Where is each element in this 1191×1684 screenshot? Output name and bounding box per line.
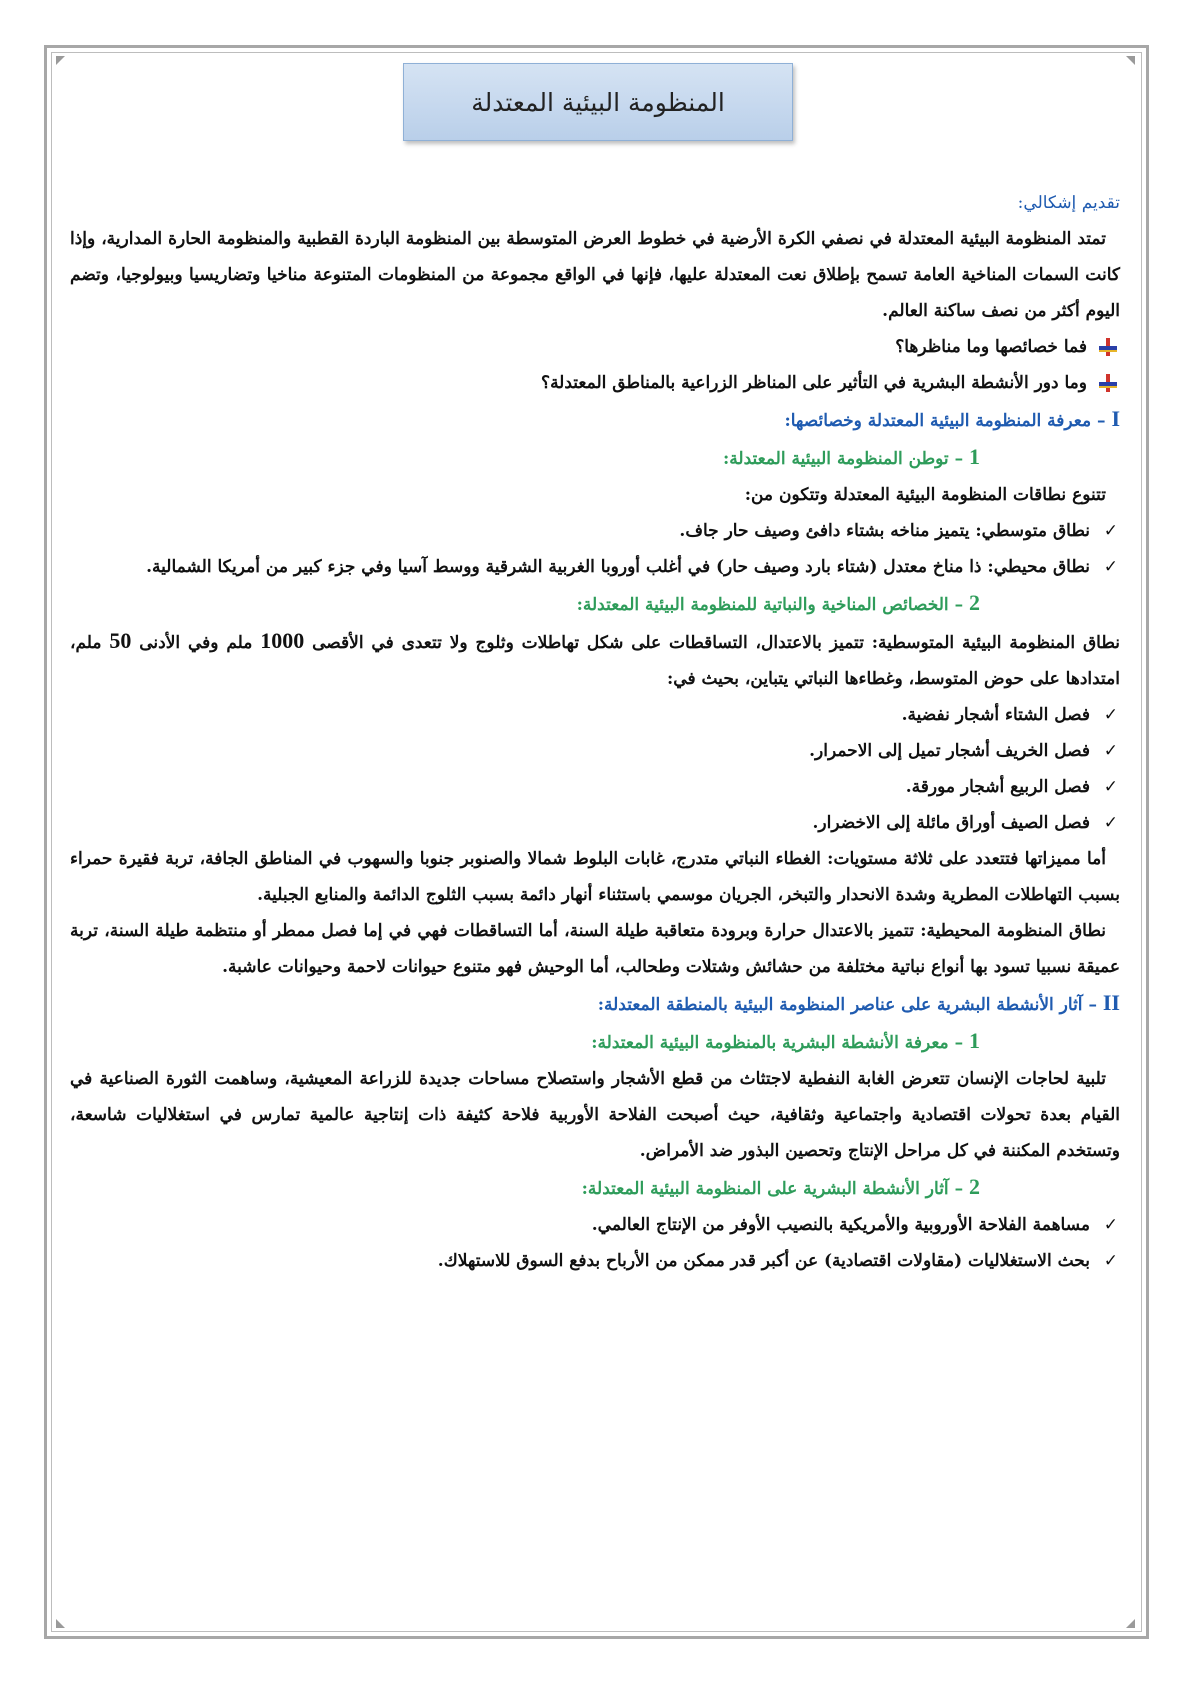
checklist-item: ✓مساهمة الفلاحة الأوروبية والأمريكية بالنصيب الأوفر من الإنتاج العالمي.	[70, 1207, 1120, 1243]
checklist-item: ✓فصل الربيع أشجار مورقة.	[70, 769, 1120, 805]
question-item: وما دور الأنشطة البشرية في التأثير على المناظر الزراعية بالمناطق المعتدلة؟	[70, 365, 1120, 401]
plus-bullet-icon	[1099, 338, 1117, 356]
plus-bullet-icon	[1099, 374, 1117, 392]
checkmark-icon: ✓	[1103, 557, 1118, 577]
title-box	[403, 63, 793, 141]
checkmark-icon: ✓	[1103, 705, 1118, 725]
section-heading: I – معرفة المنظومة البيئية المعتدلة وخصائصها:	[784, 406, 1120, 431]
question-item: فما خصائصها وما مناظرها؟	[70, 329, 1120, 365]
corner-ornament-icon	[56, 1619, 65, 1628]
checklist-item: ✓نطاق متوسطي: يتميز مناخه بشتاء دافئ وصيف حار جاف.	[70, 513, 1120, 549]
checklist-item: ✓نطاق محيطي: ذا مناخ معتدل (شتاء بارد وصيف حار) في أغلب أوروبا الغربية الشرقية ووسط آسيا وفي جزء كبير من أمريكا الشمالية.	[70, 549, 1120, 585]
corner-ornament-icon	[56, 56, 65, 65]
subsection-lead: تتنوع نطاقات المنظومة البيئية المعتدلة وتتكون من:	[744, 485, 1106, 505]
section-heading: II – آثار الأنشطة البشرية على عناصر المنظومة البيئية بالمنطقة المعتدلة:	[597, 990, 1120, 1015]
human-activities-paragraph: تلبية لحاجات الإنسان تتعرض الغابة النفطية لاجتثاث من قطع الأشجار واستصلاح مساحات جديدة للزراعة المعيشية، وساهمت الثورة الصناعية في القيام بعدة تحولات اقتصادية واجتماعية وثقافية، حيث أصبحت الفلاحة الأوربية فلاحة كثيفة ذات إنتاجية عالمية تمارس في استغلاليات شاسعة، وتستخدم المكننة في كل مراحل الإنتاج وتحصين البذور ضد الأمراض.	[70, 1069, 1120, 1161]
subsection-heading: 1 – معرفة الأنشطة البشرية بالمنظومة البيئية المعتدلة:	[591, 1028, 980, 1053]
page-title: المنظومة البيئية المعتدلة	[471, 87, 725, 117]
corner-ornament-icon	[1126, 56, 1135, 65]
checkmark-icon: ✓	[1103, 813, 1118, 833]
checklist-item: ✓بحث الاستغلاليات (مقاولات اقتصادية) عن أكبر قدر ممكن من الأرباح بدفع السوق للاستهلاك.	[70, 1243, 1120, 1279]
checklist-item: ✓فصل الخريف أشجار تميل إلى الاحمرار.	[70, 733, 1120, 769]
checkmark-icon: ✓	[1103, 777, 1118, 797]
checkmark-icon: ✓	[1103, 1215, 1118, 1235]
checkmark-icon: ✓	[1103, 521, 1118, 541]
document-body	[70, 185, 1120, 1279]
corner-ornament-icon	[1126, 1619, 1135, 1628]
oceanic-paragraph: نطاق المنظومة المحيطية: تتميز بالاعتدال حرارة وبرودة متعاقبة طيلة السنة، أما التساقطات فهي في إما فصل ممطر أو منتظمة طيلة السنة، تربة عميقة نسبيا تسود بها أنواع نباتية مختلفة من حشائش وشتلات وطحالب، أما الوحيش فهو متنوع حيوانات لاحمة وحيوانات عاشبة.	[70, 921, 1120, 977]
checkmark-icon: ✓	[1103, 741, 1118, 761]
checklist-item: ✓فصل الصيف أوراق مائلة إلى الاخضرار.	[70, 805, 1120, 841]
mediterranean-paragraph: نطاق المنظومة البيئية المتوسطية: تتميز بالاعتدال، التساقطات على شكل تهاطلات وثلوج ولا تتعدى في الأقصى 1000 ملم وفي الأدنى 50 ملم، امتدادها على حوض المتوسط، وغطاءها النباتي يتباين، بحيث في:	[70, 628, 1121, 689]
checklist-item: ✓فصل الشتاء أشجار نفضية.	[70, 697, 1120, 733]
intro-paragraph: تمتد المنظومة البيئية المعتدلة في نصفي الكرة الأرضية في خطوط العرض المتوسطة بين المنظومة الباردة القطبية والمنظومة الحارة المدارية، وإذا كانت السمات المناخية العامة تسمح بإطلاق نعت المعتدلة عليها، فإنها في الواقع مجموعة من المنظومات المتنوعة مناخيا وتضاريسيا وبيولوجيا، وتضم اليوم أكثر من نصف ساكنة العالم.	[70, 229, 1120, 321]
intro-heading: تقديم إشكالي:	[1017, 193, 1120, 213]
subsection-heading: 2 – آثار الأنشطة البشرية على المنظومة البيئية المعتدلة:	[581, 1174, 980, 1199]
subsection-heading: 2 – الخصائص المناخية والنباتية للمنظومة البيئية المعتدلة:	[576, 590, 980, 615]
checkmark-icon: ✓	[1103, 1251, 1118, 1271]
features-paragraph: أما مميزاتها فتتعدد على ثلاثة مستويات: الغطاء النباتي متدرج، غابات البلوط شمالا والصنوبر جنوبا والسهوب في المناطق الجافة، تربة فقيرة حمراء بسبب التهاطلات المطرية وشدة الانحدار والتبخر، الجريان موسمي باستثناء أنهار دائمة بسبب الثلوج الدائمة والمنابع الجبلية.	[70, 849, 1120, 905]
subsection-heading: 1 – توطن المنظومة البيئية المعتدلة:	[723, 444, 980, 469]
